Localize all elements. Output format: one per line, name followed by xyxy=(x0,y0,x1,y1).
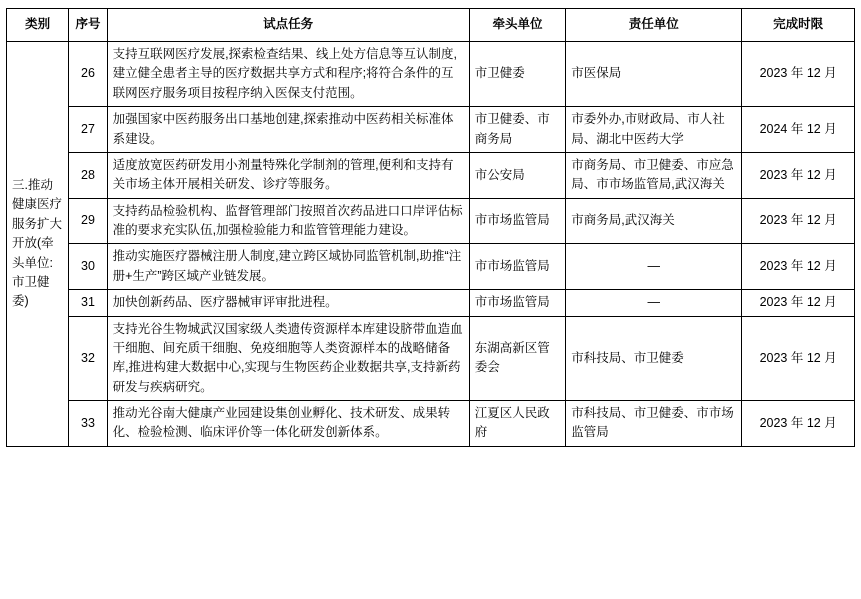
task-description: 支持互联网医疗发展,探索检查结果、线上处方信息等互认制度,建立健全患者主导的医疗数据共享方式和程序;将符合条件的互联网医疗服务项目按程序纳入医保支付范围。 xyxy=(107,42,469,107)
lead-unit: 东湖高新区管委会 xyxy=(469,316,566,401)
row-number: 30 xyxy=(69,244,107,290)
row-number: 33 xyxy=(69,401,107,447)
table-row xyxy=(7,401,855,447)
task-description: 加快创新药品、医疗器械审评审批进程。 xyxy=(107,290,469,316)
pilot-tasks-table xyxy=(6,8,855,447)
table-row xyxy=(7,316,855,401)
category-cell: 三.推动健康医疗服务扩大开放(牵头单位:市卫健委) xyxy=(7,42,69,447)
column-header-deadline: 完成时限 xyxy=(742,9,855,42)
task-description: 加强国家中医药服务出口基地创建,探索推动中医药相关标准体系建设。 xyxy=(107,107,469,153)
task-description: 推动光谷南大健康产业园建设集创业孵化、技术研发、成果转化、检验检测、临床评价等一体化研发创新体系。 xyxy=(107,401,469,447)
responsible-unit: 市商务局、市卫健委、市应急局、市市场监管局,武汉海关 xyxy=(566,152,742,198)
task-description: 适度放宽医药研发用小剂量特殊化学制剂的管理,便利和支持有关市场主体开展相关研发、诊疗等服务。 xyxy=(107,152,469,198)
responsible-unit: 市科技局、市卫健委 xyxy=(566,316,742,401)
lead-unit: 市市场监管局 xyxy=(469,290,566,316)
responsible-unit: 市医保局 xyxy=(566,42,742,107)
responsible-unit: 市委外办,市财政局、市人社局、湖北中医药大学 xyxy=(566,107,742,153)
deadline: 2023 年 12 月 xyxy=(742,198,855,244)
table-row xyxy=(7,198,855,244)
table-header-row xyxy=(7,9,855,42)
deadline: 2023 年 12 月 xyxy=(742,290,855,316)
table-row xyxy=(7,107,855,153)
lead-unit: 市市场监管局 xyxy=(469,244,566,290)
table-row xyxy=(7,152,855,198)
deadline: 2024 年 12 月 xyxy=(742,107,855,153)
deadline: 2023 年 12 月 xyxy=(742,244,855,290)
column-header-task: 试点任务 xyxy=(107,9,469,42)
responsible-unit: 市科技局、市卫健委、市市场监管局 xyxy=(566,401,742,447)
row-number: 29 xyxy=(69,198,107,244)
task-description: 推动实施医疗器械注册人制度,建立跨区域协同监管机制,助推“注册+生产”跨区域产业链发展。 xyxy=(107,244,469,290)
responsible-unit: 市商务局,武汉海关 xyxy=(566,198,742,244)
row-number: 31 xyxy=(69,290,107,316)
responsible-unit: — xyxy=(566,244,742,290)
lead-unit: 江夏区人民政府 xyxy=(469,401,566,447)
table-body xyxy=(7,42,855,447)
task-description: 支持光谷生物城武汉国家级人类遗传资源样本库建设脐带血造血干细胞、间充质干细胞、免疫细胞等人类资源样本的战略储备库,推进构建大数据中心,实现与生物医药企业数据共享,支持新药研发与疾病研究。 xyxy=(107,316,469,401)
table-row xyxy=(7,42,855,107)
lead-unit: 市市场监管局 xyxy=(469,198,566,244)
table-row xyxy=(7,244,855,290)
deadline: 2023 年 12 月 xyxy=(742,152,855,198)
column-header-responsible-unit: 责任单位 xyxy=(566,9,742,42)
deadline: 2023 年 12 月 xyxy=(742,401,855,447)
table-row xyxy=(7,290,855,316)
row-number: 28 xyxy=(69,152,107,198)
column-header-number: 序号 xyxy=(69,9,107,42)
responsible-unit: — xyxy=(566,290,742,316)
column-header-category: 类别 xyxy=(7,9,69,42)
column-header-lead-unit: 牵头单位 xyxy=(469,9,566,42)
deadline: 2023 年 12 月 xyxy=(742,316,855,401)
lead-unit: 市卫健委 xyxy=(469,42,566,107)
table-header xyxy=(7,9,855,42)
deadline: 2023 年 12 月 xyxy=(742,42,855,107)
lead-unit: 市卫健委、市商务局 xyxy=(469,107,566,153)
task-description: 支持药品检验机构、监督管理部门按照首次药品进口口岸评估标准的要求充实队伍,加强检验能力和监管管理能力建设。 xyxy=(107,198,469,244)
row-number: 27 xyxy=(69,107,107,153)
row-number: 32 xyxy=(69,316,107,401)
row-number: 26 xyxy=(69,42,107,107)
lead-unit: 市公安局 xyxy=(469,152,566,198)
